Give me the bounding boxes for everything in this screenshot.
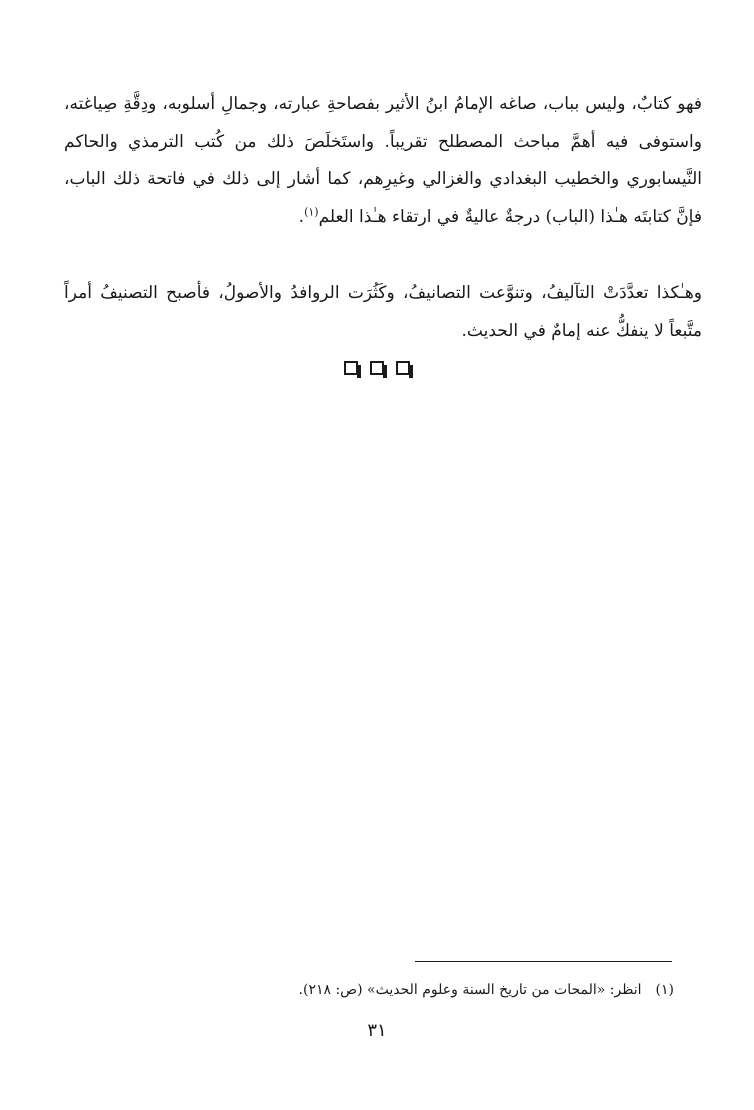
paragraph-2: وهـٰكذا تعدَّدَتْ التآليفُ، وتنوَّعت التصانيفُ، وكَثُرَت الروافدُ والأصولُ، فأصبح التصنيفُ أمراً متَّبعاً لا ينفكُّ عنه إمامٌ في الحديث.: [64, 283, 702, 341]
separator-square-icon: [396, 361, 410, 375]
paragraph-1-end: .: [298, 206, 305, 227]
separator-square-icon: [344, 361, 358, 375]
footnote-reference: (١): [304, 204, 319, 218]
page-number: ٣١: [367, 1020, 387, 1041]
footnote-number: (١): [655, 982, 674, 998]
footnote-divider: [415, 961, 672, 962]
footnote-text: انظر: «المحات من تاريخ السنة وعلوم الحديث» (ص: ٢١٨).: [298, 982, 642, 998]
paragraph-1-text: فهو كتابٌ، وليس بباب، صاغه الإمامُ ابنُ الأثير بفصاحةِ عبارته، وجمالِ أسلوبه، ودِقَّةِ صِياغته، واستوفى فيه أهمَّ مباحث المصطلح تقريباً. واستَخلَصَ ذلك من كُتب الترمذي والحاكم النَّيسابوري والخطيب البغدادي والغزالي وغيرِهم، كما أشار إلى ذلك في فاتحة ذلك الباب، فإنَّ كتابتَه هـٰذا (الباب) درجةٌ عاليةٌ في ارتقاء هـٰذا العلم: [64, 94, 702, 227]
paragraph-1: [64, 86, 702, 236]
section-separator: [0, 360, 754, 379]
footnote: [74, 976, 674, 1004]
separator-square-icon: [370, 361, 384, 375]
